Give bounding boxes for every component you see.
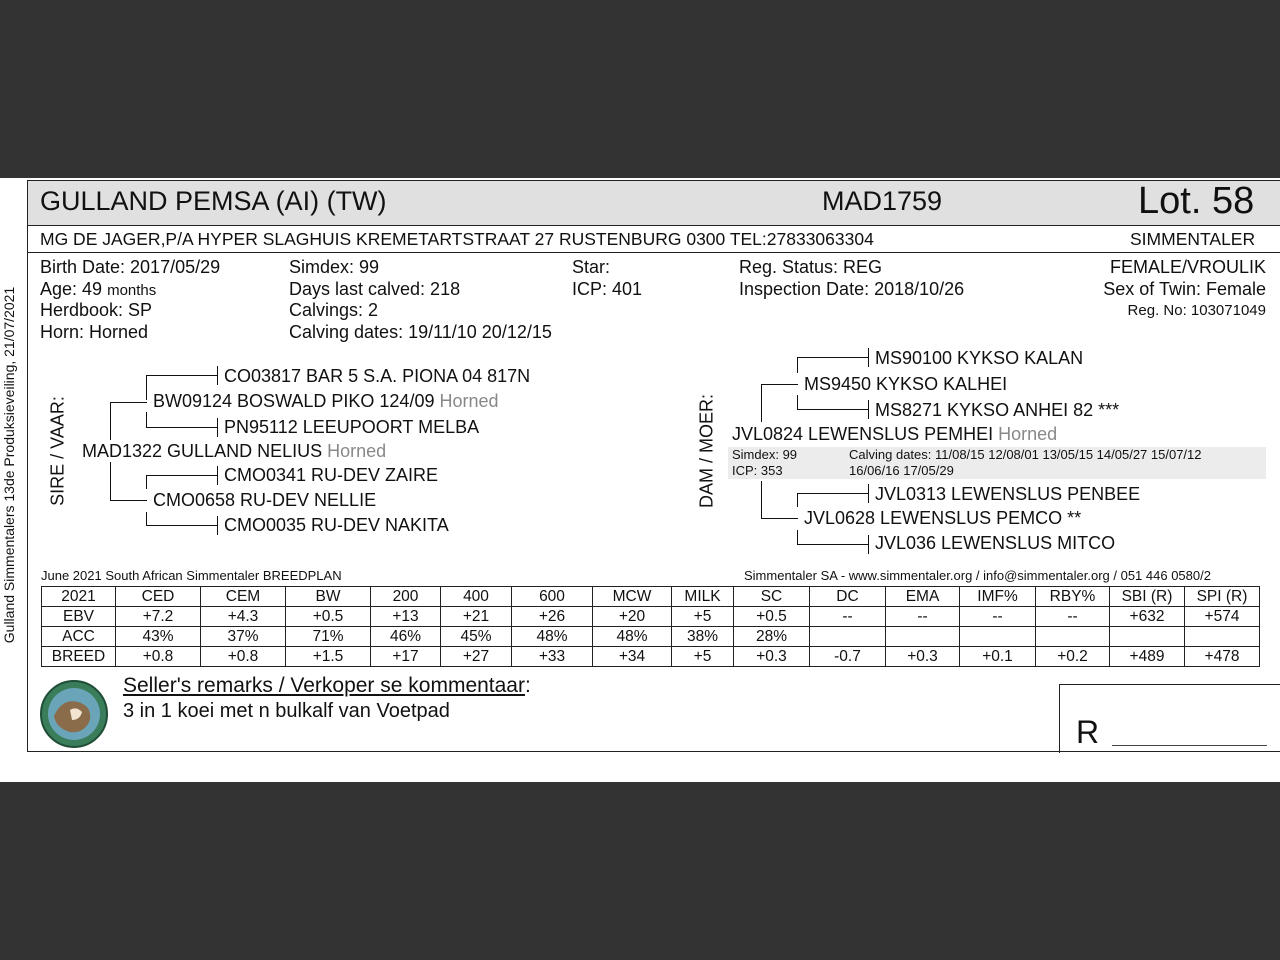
ebv-cell: 48% (593, 627, 672, 647)
ebv-cell: +33 (512, 647, 593, 667)
ebv-row (42, 627, 1260, 647)
society-logo-icon (40, 680, 108, 748)
sire-label-text: SIRE / VAAR: (47, 396, 68, 506)
ebv-cell (1110, 627, 1185, 647)
age-value: Age: 49 (40, 279, 103, 299)
ebv-cell: +0.8 (116, 647, 201, 667)
pedigree-line (217, 366, 218, 385)
breedplan-caption: June 2021 South African Simmentaler BREEDPLAN (41, 568, 342, 583)
ebv-cell: +0.8 (201, 647, 286, 667)
pedigree-line (146, 375, 218, 376)
ebv-cell: +21 (441, 607, 512, 627)
pedigree-line (217, 466, 218, 485)
ebv-cell: +0.2 (1036, 647, 1110, 667)
pedigree-line (761, 384, 762, 422)
ebv-cell: +0.5 (286, 607, 371, 627)
price-label: R (1076, 714, 1100, 750)
ebv-cell: +478 (1185, 647, 1260, 667)
pedigree-line (110, 500, 147, 501)
ebv-cell: +0.3 (734, 647, 810, 667)
pedigree-line (146, 375, 147, 400)
ebv-header-cell: IMF% (960, 587, 1036, 607)
ebv-cell: +17 (371, 647, 441, 667)
price-entry-line[interactable] (1112, 745, 1267, 746)
ebv-cell: ACC (42, 627, 116, 647)
divider (28, 252, 1280, 253)
sex: FEMALE/VROULIK (1109, 257, 1266, 277)
pedigree-line (761, 384, 798, 385)
pedigree-line (761, 518, 798, 519)
sire-horn: Horned (327, 441, 387, 461)
ebv-header-cell: 600 (512, 587, 593, 607)
ebv-header-row (42, 587, 1260, 607)
ebv-cell: +632 (1110, 607, 1185, 627)
ebv-cell: +7.2 (116, 607, 201, 627)
pedigree-line (868, 484, 869, 503)
herdbook: Herdbook: SP (40, 300, 153, 320)
ebv-cell: +34 (593, 647, 672, 667)
sire (82, 441, 386, 462)
dam-sire: MS9450 KYKSO KALHEI (804, 374, 1008, 394)
ebv-cell: -0.7 (810, 647, 886, 667)
pedigree-line (797, 357, 798, 373)
pedigree-line (146, 412, 147, 427)
dam-sire-sire: MS90100 KYKSO KALAN (875, 348, 1084, 368)
ebv-cell: +5 (672, 607, 734, 627)
dam-sire-dam: MS8271 KYKSO ANHEI 82 *** (875, 400, 1120, 420)
sex-of-twin: Sex of Twin: Female (1103, 279, 1266, 299)
ebv-cell: -- (886, 607, 960, 627)
ebv-header-cell: 400 (441, 587, 512, 607)
breed-name: SIMMENTALER (1130, 229, 1256, 249)
ebv-cell: +574 (1185, 607, 1260, 627)
ebv-cell: BREED (42, 647, 116, 667)
dam-simdex: Simdex: 99 (732, 447, 798, 462)
pedigree-line (797, 357, 869, 358)
dam-name: JVL0824 LEWENSLUS PEMHEI (732, 424, 994, 444)
pedigree-line (868, 348, 869, 367)
ebv-cell: 48% (512, 627, 593, 647)
sire-dam-sire: CMO0341 RU-DEV ZAIRE (224, 465, 439, 485)
star: Star: (572, 257, 611, 277)
animal-name: GULLAND PEMSA (AI) (TW) (40, 186, 387, 216)
dam-dam-sire: JVL0313 LEWENSLUS PENBEE (875, 484, 1141, 504)
lot-number: Lot. 58 (1138, 180, 1255, 222)
ebv-cell: +26 (512, 607, 593, 627)
dam-dam-dam: JVL036 LEWENSLUS MITCO (875, 533, 1116, 553)
ebv-header-cell: CEM (201, 587, 286, 607)
ebv-header-cell: 200 (371, 587, 441, 607)
dam-calving-dates-cont: 16/06/16 17/05/29 (849, 463, 954, 478)
ebv-cell: +0.1 (960, 647, 1036, 667)
ebv-header-cell: 2021 (42, 587, 116, 607)
pedigree-line (868, 400, 869, 419)
pedigree-line (146, 427, 218, 428)
pedigree-line (146, 512, 147, 525)
sire-name: MAD1322 GULLAND NELIUS (82, 441, 323, 461)
ebv-row (42, 647, 1260, 667)
ebv-header-cell: BW (286, 587, 371, 607)
divider (28, 225, 1280, 226)
sire-sire-dam: PN95112 LEEUPOORT MELBA (224, 417, 480, 437)
ebv-cell: EBV (42, 607, 116, 627)
icp: ICP: 401 (572, 279, 643, 299)
ebv-cell: 37% (201, 627, 286, 647)
dam-dam: JVL0628 LEWENSLUS PEMCO ** (804, 508, 1082, 528)
pedigree-line (146, 475, 218, 476)
ebv-cell: +4.3 (201, 607, 286, 627)
pedigree-line (110, 462, 111, 500)
pedigree-line (110, 402, 111, 440)
ebv-cell: 71% (286, 627, 371, 647)
ebv-cell: 46% (371, 627, 441, 647)
sire-dam-dam: CMO0035 RU-DEV NAKITA (224, 515, 449, 535)
side-caption-text: Gulland Simmentalers 13de Produksieveiling, 21/07/2021 (1, 286, 17, 644)
ebv-cell: +20 (593, 607, 672, 627)
dam (732, 424, 1057, 445)
ebv-header-cell: MCW (593, 587, 672, 607)
pedigree-line (797, 493, 869, 494)
breedplan-contact: Simmentaler SA - www.simmentaler.org / info@simmentaler.org / 051 446 0580/2 (744, 568, 1211, 583)
ebv-cell (1036, 627, 1110, 647)
ebv-cell: +27 (441, 647, 512, 667)
ebv-header-cell: SBI (R) (1110, 587, 1185, 607)
ebv-header-cell: CED (116, 587, 201, 607)
age (40, 279, 156, 300)
pedigree-line (110, 402, 147, 403)
ebv-cell: -- (1036, 607, 1110, 627)
pedigree-line (797, 409, 869, 410)
pedigree-line (797, 544, 869, 545)
ebv-row (42, 607, 1260, 627)
animal-code: MAD1759 (822, 186, 943, 216)
ebv-cell: -- (960, 607, 1036, 627)
owner-line: MG DE JAGER,P/A HYPER SLAGHUIS KREMETARTSTRAAT 27 RUSTENBURG 0300 TEL:27833063304 (40, 229, 874, 249)
remarks-heading-text: Seller's remarks / Verkoper se kommentaar (123, 674, 525, 697)
ebv-cell (1185, 627, 1260, 647)
birth-date: Birth Date: 2017/05/29 (40, 257, 221, 277)
reg-no: Reg. No: 103071049 (1127, 302, 1266, 319)
sire-sire-name: BW09124 BOSWALD PIKO 124/09 (153, 391, 435, 411)
ebv-cell (810, 627, 886, 647)
pedigree-line (146, 525, 218, 526)
ebv-cell: +5 (672, 647, 734, 667)
pedigree-line (217, 516, 218, 535)
dam-horn: Horned (998, 424, 1058, 444)
dam-label-text: DAM / MOER: (696, 393, 717, 509)
pedigree-line (217, 418, 218, 437)
ebv-cell: +13 (371, 607, 441, 627)
days-last-calved: Days last calved: 218 (289, 279, 461, 299)
ebv-cell: 38% (672, 627, 734, 647)
ebv-cell: -- (810, 607, 886, 627)
sire-dam: CMO0658 RU-DEV NELLIE (153, 490, 377, 510)
ebv-cell (886, 627, 960, 647)
ebv-header-cell: RBY% (1036, 587, 1110, 607)
simdex: Simdex: 99 (289, 257, 380, 277)
pedigree-line (761, 481, 762, 519)
ebv-cell: 28% (734, 627, 810, 647)
ebv-table (41, 586, 1260, 667)
dam-calving-dates: Calving dates: 11/08/15 12/08/01 13/05/15 14/05/27 15/07/12 (849, 447, 1202, 462)
reg-status: Reg. Status: REG (739, 257, 883, 277)
sire-sire-horn: Horned (439, 391, 499, 411)
calvings: Calvings: 2 (289, 300, 379, 320)
ebv-header-cell: DC (810, 587, 886, 607)
sire-sire-sire: CO03817 BAR 5 S.A. PIONA 04 817N (224, 366, 531, 386)
ebv-cell: +1.5 (286, 647, 371, 667)
age-unit: months (107, 282, 157, 299)
ebv-cell: +489 (1110, 647, 1185, 667)
dam-icp: ICP: 353 (732, 463, 783, 478)
pedigree-line (797, 530, 798, 544)
pedigree-line (797, 395, 798, 409)
ebv-header-cell: SPI (R) (1185, 587, 1260, 607)
pedigree-line (868, 535, 869, 554)
ebv-cell (960, 627, 1036, 647)
pedigree-line (146, 475, 147, 489)
remarks-heading (123, 674, 531, 698)
ebv-header-cell: EMA (886, 587, 960, 607)
ebv-cell: +0.3 (886, 647, 960, 667)
sire-sire (153, 391, 499, 412)
pedigree-line (797, 493, 798, 507)
inspection-date: Inspection Date: 2018/10/26 (739, 279, 965, 299)
ebv-header-cell: SC (734, 587, 810, 607)
calving-dates: Calving dates: 19/11/10 20/12/15 (289, 322, 552, 342)
ebv-header-cell: MILK (672, 587, 734, 607)
remarks-heading-colon: : (524, 674, 531, 697)
ebv-cell: +0.5 (734, 607, 810, 627)
ebv-cell: 43% (116, 627, 201, 647)
horn-status: Horn: Horned (40, 322, 149, 342)
ebv-cell: 45% (441, 627, 512, 647)
seller-remarks: 3 in 1 koei met n bulkalf van Voetpad (123, 700, 450, 722)
